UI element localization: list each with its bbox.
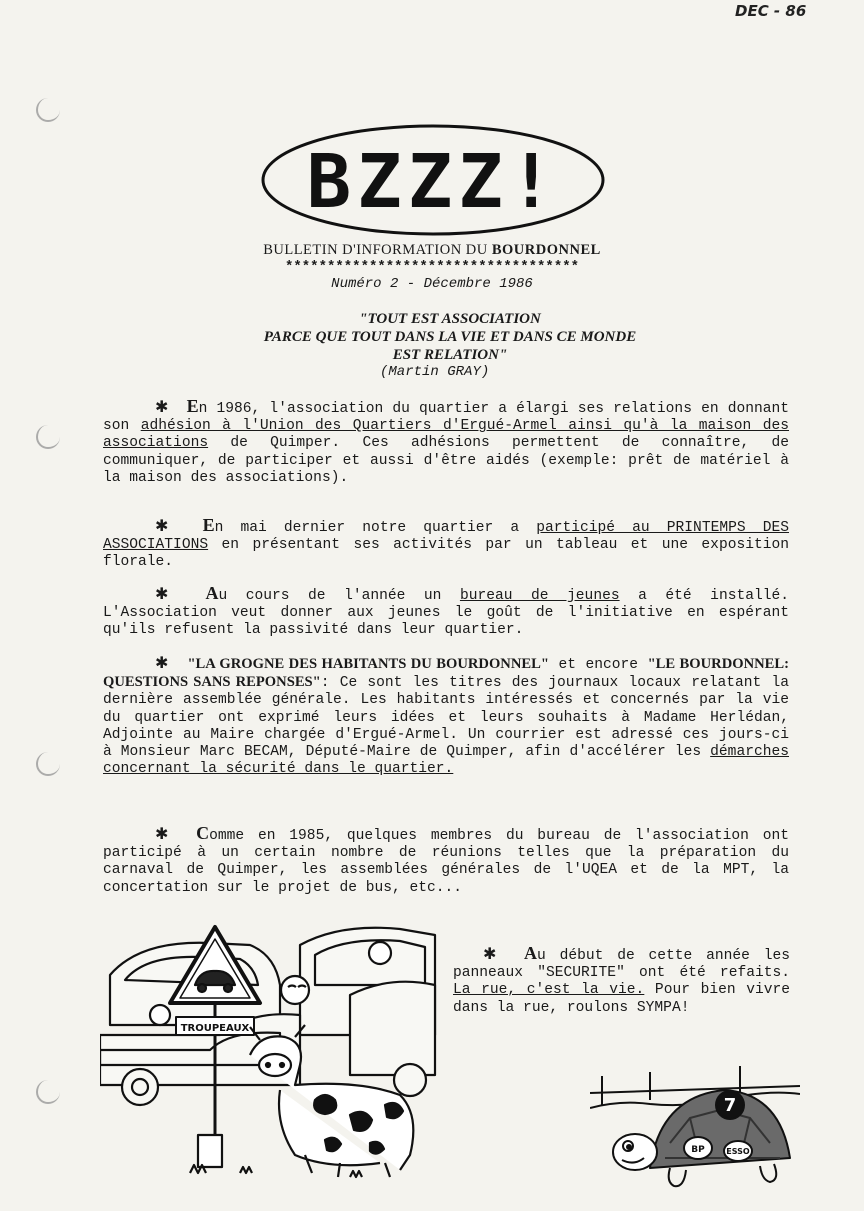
drop-letter: A bbox=[205, 583, 219, 603]
paragraph-3 bbox=[103, 585, 789, 640]
quote-author: (Martin GRAY) bbox=[380, 364, 490, 380]
bullet-star-icon: ✱ bbox=[155, 516, 169, 535]
badge-number: 7 bbox=[723, 1095, 737, 1116]
p3-underlined: bureau de jeunes bbox=[459, 588, 620, 604]
paragraph-1 bbox=[103, 398, 789, 487]
p2-text-a: n mai dernier notre quartier a bbox=[214, 520, 537, 536]
punch-hole-2 bbox=[36, 425, 60, 449]
drop-letter: E bbox=[186, 396, 199, 416]
p2-underlined: participé au PRINTEMPS DES ASSOCIATIONS bbox=[103, 520, 789, 554]
p1-underlined: adhésion à l'Union des Quartiers d'Ergué-Armel ainsi qu'à la maison des associations bbox=[103, 418, 790, 452]
p3-text-b: a été installé. L'Association veut donner aux jeunes le goût de l'initiative en espérant qu'ils refusent la passivité dans leur quartier. bbox=[103, 588, 790, 639]
p4-text-a: et encore bbox=[548, 657, 648, 673]
troupeaux-sign: TROUPEAUX bbox=[180, 1023, 250, 1034]
punch-hole-3 bbox=[36, 752, 60, 776]
p2-text-b: en présentant ses activités par un tableau et une exposition florale. bbox=[103, 537, 789, 571]
p1-text-a: n 1986, l'association du quartier a élargi ses relations en donnant son bbox=[103, 401, 790, 435]
bullet-star-icon: ✱ bbox=[155, 584, 169, 603]
drop-letter: C bbox=[196, 823, 210, 843]
drop-letter: A bbox=[524, 943, 538, 963]
issue-line: Numéro 2 - Décembre 1986 bbox=[331, 276, 533, 292]
p4-underlined: démarches concernant la sécurité dans le quartier. bbox=[103, 744, 789, 778]
drop-letter: E bbox=[202, 515, 215, 535]
bulletin-subtitle bbox=[0, 242, 864, 259]
bullet-star-icon: ✱ bbox=[155, 653, 169, 672]
paragraph-6 bbox=[453, 945, 790, 1017]
quote-block bbox=[220, 310, 680, 364]
p4-text-b: : Ce sont les titres des journaux locaux relatant la dernière assemblée générale. Les habitants intéressés et concernés par la vie du quartier ont exprimé leurs idées et leurs souhaits à Madame Herlédan, Adjointe au Maire chargée d'Ergué-Armel. Un courrier est adressé ces jours-ci à Monsieur Marc BECAM, Député-Maire de Quimper, afin d'accélérer les bbox=[103, 675, 789, 761]
bullet-star-icon: ✱ bbox=[155, 397, 169, 416]
turtle-cartoon bbox=[590, 1048, 800, 1196]
badge-esso: ESSO bbox=[726, 1147, 750, 1156]
bzzz-logo bbox=[258, 122, 608, 238]
punch-hole-1 bbox=[36, 98, 60, 122]
subtitle-bold: BOURDONNEL bbox=[491, 242, 601, 258]
p4-headline-2: "LE BOURDONNEL: QUESTIONS SANS REPONSES" bbox=[103, 656, 789, 691]
p6-underlined: La rue, c'est la vie. bbox=[453, 982, 645, 999]
p3-text-a: u cours de l'année un bbox=[218, 588, 460, 604]
p4-headline-1: "LA GROGNE DES HABITANTS DU BOURDONNEL" bbox=[187, 656, 549, 672]
handwritten-date: DEC - 86 bbox=[735, 2, 807, 20]
bullet-star-icon: ✱ bbox=[155, 824, 169, 843]
badge-bp: BP bbox=[691, 1145, 705, 1155]
stars-line: *********************************** bbox=[284, 259, 580, 275]
logo-text: BZZZ! bbox=[306, 139, 560, 225]
quote-line-2: PARCE QUE TOUT DANS LA VIE ET DANS CE MONDE bbox=[263, 329, 637, 345]
p5-text-a: omme en 1985, quelques membres du bureau de l'association ont participé à un certain nombre de réunions telles que la préparation du carnaval de Quimper, les assemblées générales de l'UQEA et de la MPT, la concertation sur le projet de bus, etc... bbox=[103, 828, 789, 896]
subtitle-prefix: BULLETIN D'INFORMATION DU bbox=[263, 242, 492, 258]
quote-line-3: EST RELATION" bbox=[392, 347, 508, 363]
quote-line-1: "TOUT EST ASSOCIATION bbox=[359, 311, 541, 327]
paragraph-4 bbox=[103, 654, 789, 778]
p1-text-b: de Quimper. Ces adhésions permettent de connaître, de communiquer, de participer et aussi d'être aidés (exemple: prêt de matériel à la maison des associations). bbox=[103, 435, 789, 486]
bullet-star-icon: ✱ bbox=[483, 944, 497, 963]
paragraph-2 bbox=[103, 517, 789, 572]
traffic-cow-cartoon bbox=[100, 915, 440, 1180]
punch-hole-4 bbox=[36, 1080, 60, 1104]
p6-text-b: Pour bien vivre dans la rue, roulons SYMPA! bbox=[453, 982, 791, 1016]
paragraph-5 bbox=[103, 825, 789, 897]
p6-text-a: u début de cette année les panneaux "SECURITE" ont été refaits. bbox=[453, 948, 790, 982]
